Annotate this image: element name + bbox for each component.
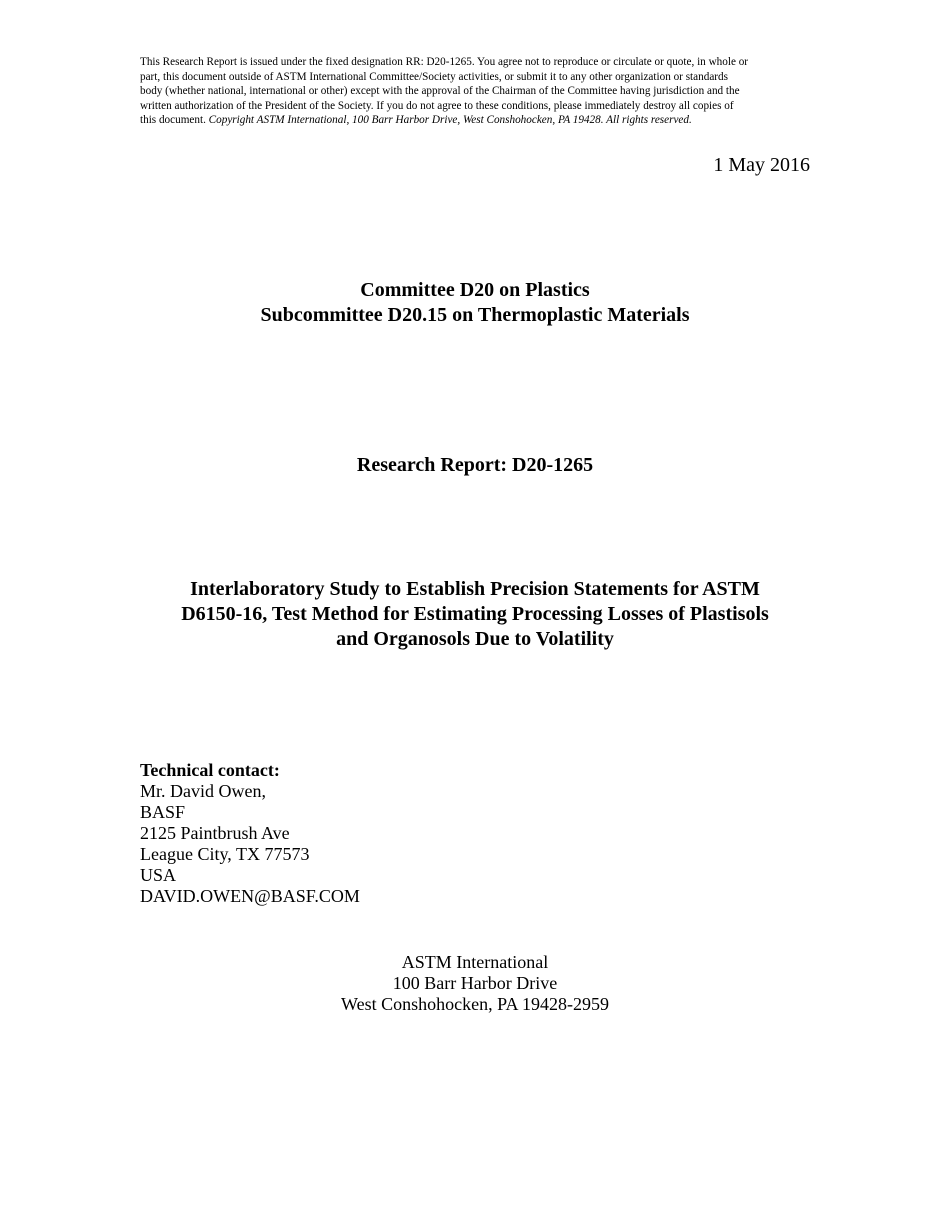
copyright-notice	[140, 55, 812, 128]
subcommittee-name: Subcommittee D20.15 on Thermoplastic Materials	[260, 304, 690, 326]
notice-last-line-suffix: .	[689, 114, 692, 127]
contact-heading: Technical contact:	[140, 760, 280, 780]
study-title-line: D6150-16, Test Method for Estimating Processing Losses of Plastisols	[181, 603, 769, 625]
committee-heading	[0, 278, 950, 328]
notice-last-line	[140, 113, 812, 128]
astm-street: 100 Barr Harbor Drive	[392, 973, 558, 993]
notice-line: This Research Report is issued under the fixed designation RR: D20-1265. You agree not to reproduce or circulate or quote, in whole or	[140, 56, 749, 68]
notice-last-line-prefix: this document.	[140, 114, 209, 127]
copyright-statement: Copyright ASTM International, 100 Barr Harbor Drive, West Conshohocken, PA 19428. All rights reserved	[208, 114, 689, 127]
contact-name: Mr. David Owen,	[140, 781, 266, 801]
astm-name: ASTM International	[401, 952, 549, 972]
report-date: 1 May 2016	[713, 154, 810, 176]
astm-address	[0, 952, 950, 1015]
astm-city: West Conshohocken, PA 19428-2959	[341, 994, 609, 1014]
contact-street: 2125 Paintbrush Ave	[140, 823, 290, 843]
notice-line: body (whether national, international or other) except with the approval of the Chairman of the Committee having jurisdiction and the	[140, 85, 740, 98]
committee-name: Committee D20 on Plastics	[360, 279, 590, 301]
study-title-line: Interlaboratory Study to Establish Precision Statements for ASTM	[190, 578, 760, 600]
contact-city: League City, TX 77573	[140, 844, 310, 864]
contact-company: BASF	[140, 802, 186, 822]
technical-contact	[140, 760, 360, 907]
study-title-line: and Organosols Due to Volatility	[336, 628, 614, 650]
notice-line: part, this document outside of ASTM International Committee/Society activities, or submit it to any other organization or standards	[140, 70, 728, 83]
contact-country: USA	[140, 865, 177, 885]
notice-line: written authorization of the President of the Society. If you do not agree to these conditions, please immediately destroy all copies of	[140, 99, 734, 112]
contact-email: DAVID.OWEN@BASF.COM	[140, 886, 360, 906]
study-title	[0, 577, 950, 652]
research-report-id: Research Report: D20-1265	[356, 454, 594, 476]
